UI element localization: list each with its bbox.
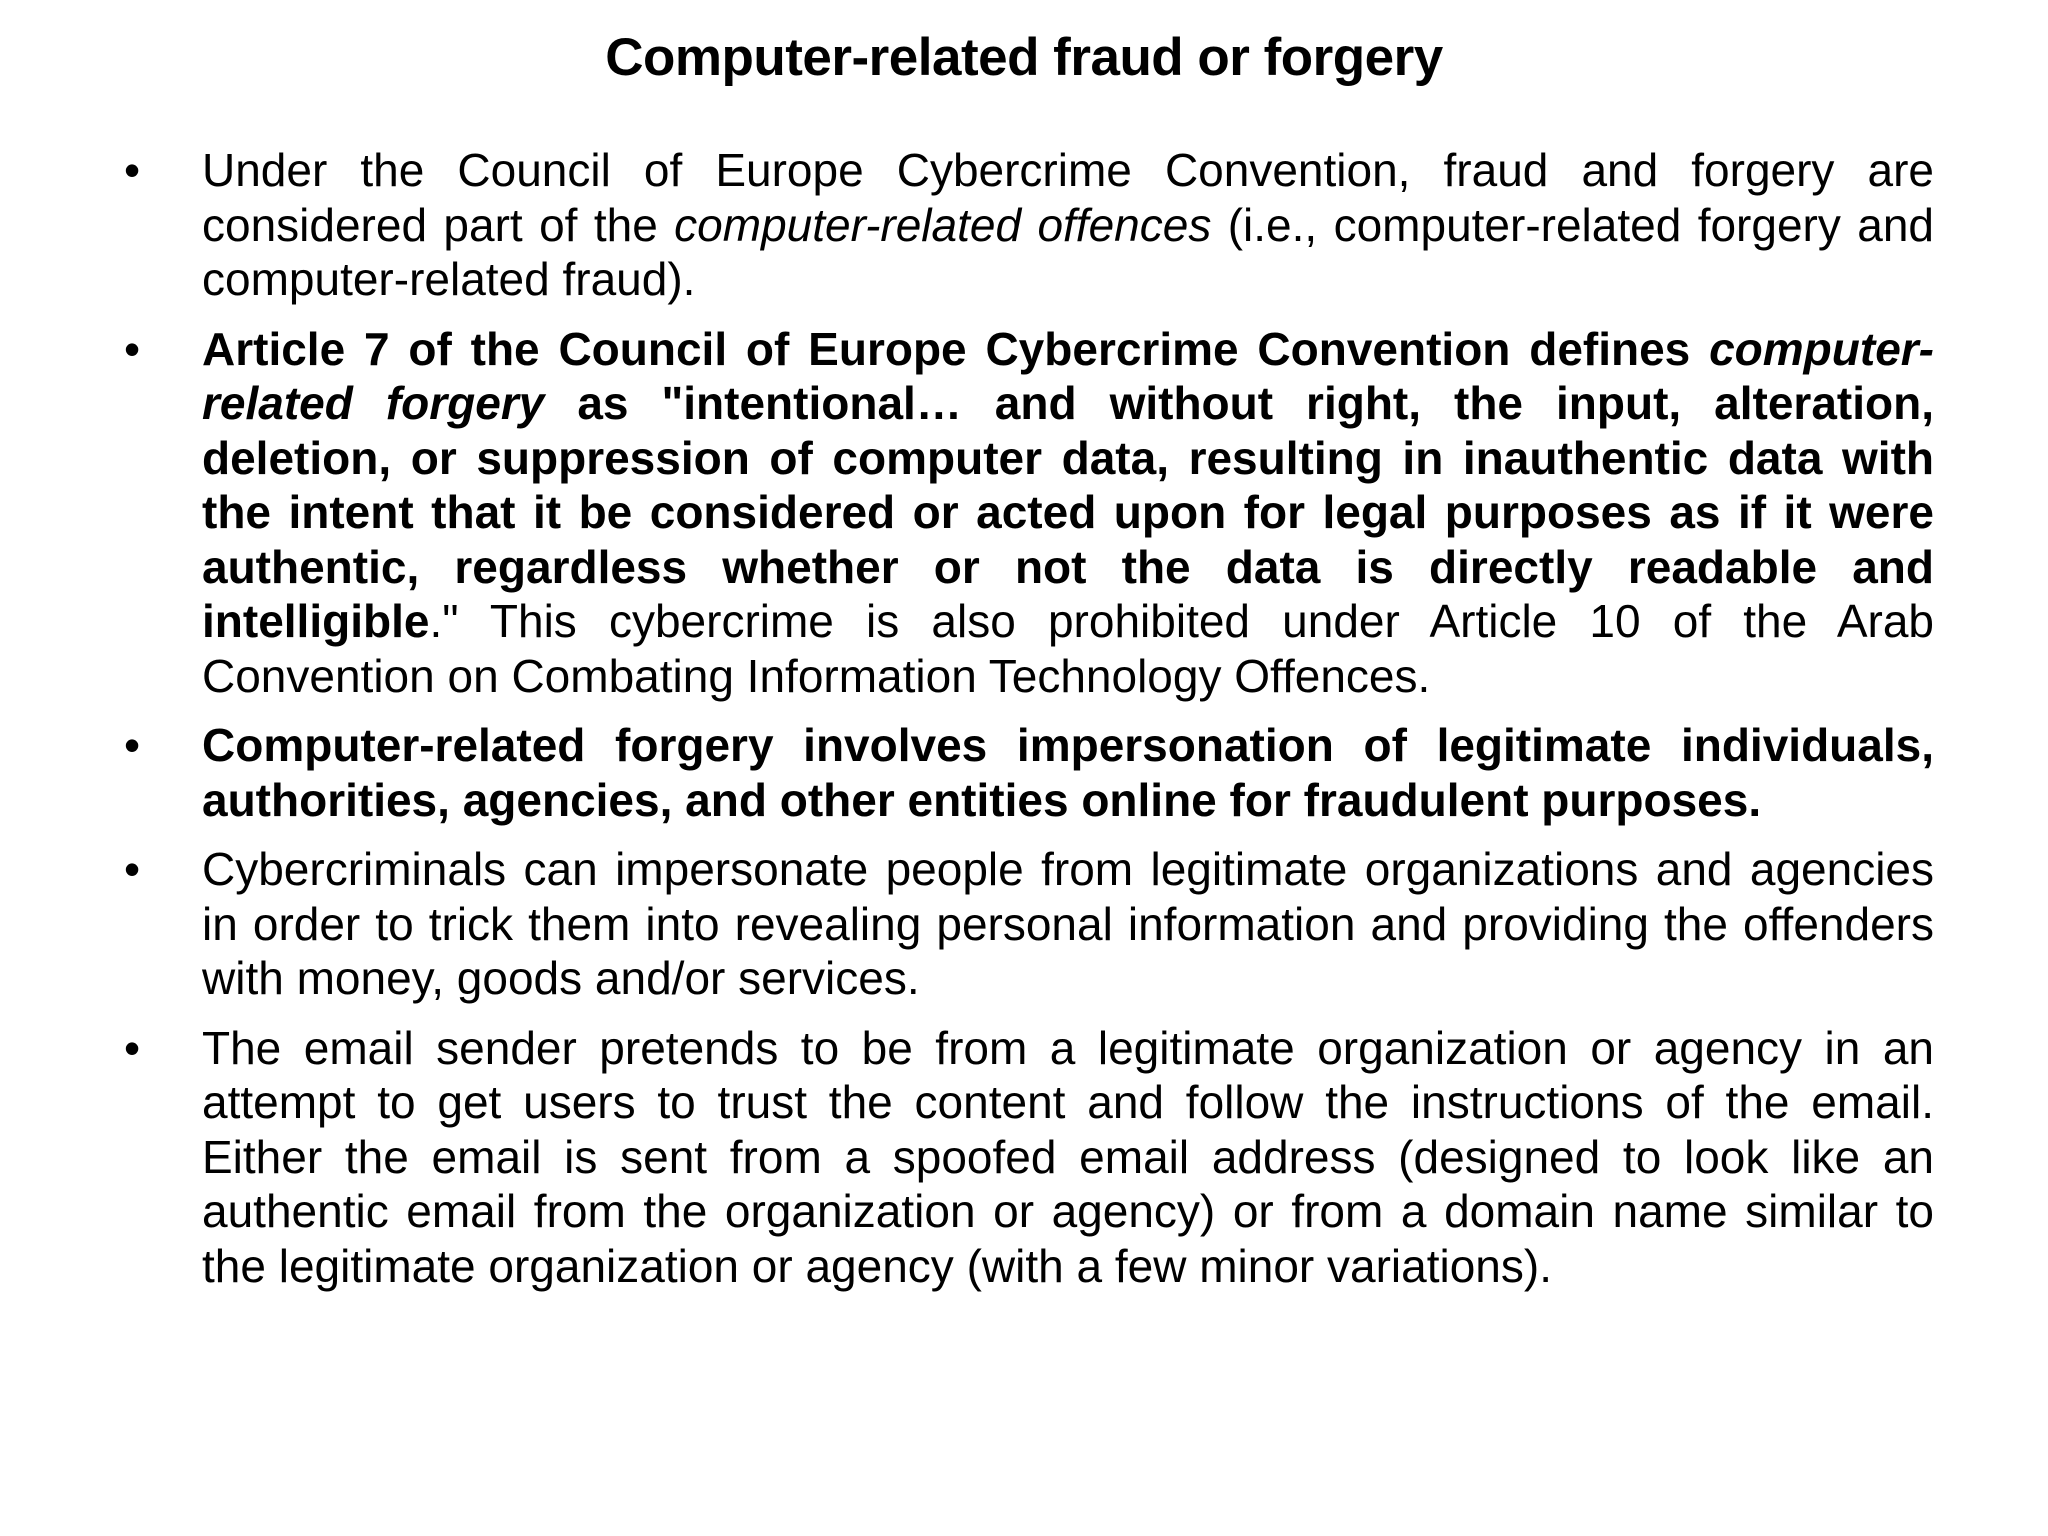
bullet-text: The email sender pretends to be from a legitimate organization or agency in an attempt to get users to trust the content and follow the instructions of the email. Either the email is sent from a spoofed email address (designed to look like an authentic email from the organization or agency) or from a domain name similar to the legitimate organization or agency (with a few minor variations).	[202, 1021, 1934, 1292]
bullet-text-italic: computer-related offences	[674, 198, 1212, 251]
bullet-item-cybercriminals	[124, 842, 1934, 1006]
bullet-dot-icon: •	[124, 144, 141, 196]
bullet-dot-icon: •	[124, 322, 141, 375]
bullet-dot-icon: •	[124, 1021, 141, 1074]
bullet-text-bold: Article 7 of the Council of Europe Cybercrime Convention defines	[202, 322, 1710, 375]
bullet-text-bold-italic: computer-related forgery	[202, 322, 1934, 429]
bullet-item-email-sender	[124, 1021, 1934, 1294]
bullet-item-convention-overview	[124, 143, 1934, 307]
bullet-dot-icon: •	[124, 719, 141, 771]
bullet-item-article-7	[124, 322, 1934, 704]
bullet-text: (i.e., computer-related forgery and computer-related fraud).	[202, 198, 1934, 305]
bullet-text: ." This cybercrime is also prohibited under Article 10 of the Arab Convention on Combating Information Technology Offences.	[202, 595, 1934, 702]
bullet-text-bold: Computer-related forgery involves impersonation of legitimate individuals, authorities, agencies, and other entities online for fraudulent purposes.	[202, 719, 1934, 826]
bullet-list	[124, 143, 1934, 1308]
bullet-text-bold: as "intentional… and without right, the input, alteration, deletion, or suppression of computer data, resulting in inauthentic data with the intent that it be considered or acted upon for legal purposes as if it were authentic, regardless whether or not the data is directly readable and intelligible	[202, 377, 1934, 647]
bullet-text: Under the Council of Europe Cybercrime Convention, fraud and forgery are considered part of the	[202, 144, 1934, 251]
bullet-text: Cybercriminals can impersonate people from legitimate organizations and agencies in order to trick them into revealing personal information and providing the offenders with money, goods and/or services.	[202, 843, 1934, 1004]
bullet-item-impersonation	[124, 718, 1934, 827]
bullet-dot-icon: •	[124, 843, 141, 895]
slide-title: Computer-related fraud or forgery	[605, 28, 1443, 87]
